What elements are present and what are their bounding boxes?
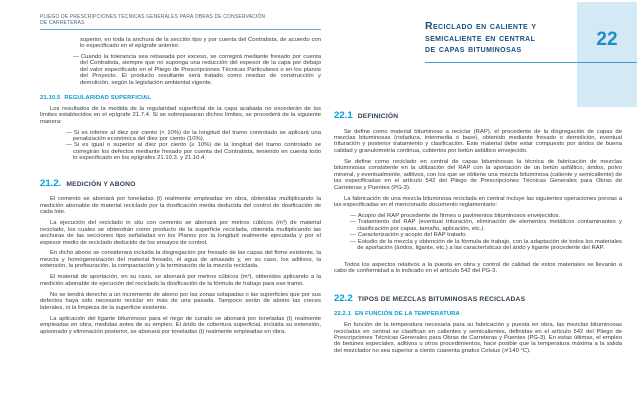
paragraph: La fabricación de una mezcla bituminosa reciclada en central incluye las siguientes operaciones previas a las especificadas en el mencionado documento reglamentario: — [334, 195, 622, 209]
paragraph: Se define como reciclado en central de capas bituminosas la técnica de fabricación de mezclas bituminosas consistente en la utilización del RAP con la aportación de un betún asfáltico, áridos, polvo mineral, y eventualmente, aditivos, con los que se obtiene una mezcla bituminosa (caliente y semicaliente) de las especificadas en el artículo 542 del Pliego de Prescripciones Técnicas Generales para Obras de Carreteras y Puentes (PG-3). — [334, 158, 622, 191]
paragraph: superior, en toda la anchura de la sección tipo y por cuenta del Contratista, de acuerdo con lo especificado en el epígrafe anterior. — [80, 36, 321, 49]
right-page — [334, 100, 622, 359]
list-item — [350, 219, 622, 232]
dash-list — [350, 212, 622, 252]
paragraph: En dicho abono se considerará incluida la disgregación por fresado de las capas del firme existente, la mezcla y homogeneización del material fresado, el agua de amasado y, en su caso, los aditivos, la extensión, la prefisuración, la compactación y la terminación de la mezcla reciclada. — [40, 250, 321, 270]
section-21-2-body — [40, 196, 321, 335]
running-header-line2: DE CARRETERAS — [40, 20, 85, 26]
list-item-text: Cuando la tolerancia sea rebasada por exceso, se corregirá mediante fresado por cuenta del Contratista, siempre que no suponga una reducción del espesor de la capa por debajo del valor especificado en el Pliego de Prescripciones Técnicas Particulares o en los planos del Proyecto. El producto resultante será tratado como residuo de construcción y demolición, según la legislación ambiental vigente. — [80, 53, 321, 86]
left-page — [40, 14, 321, 339]
section-title: DEFINICIÓN — [357, 113, 399, 120]
list-item — [66, 129, 321, 143]
section-22-1-body — [334, 129, 622, 275]
section-number: 22.2.1 — [334, 311, 351, 318]
chapter-title — [425, 21, 581, 56]
section-heading-22-2 — [334, 288, 622, 306]
list-item — [350, 238, 622, 252]
section-heading-22-2-1 — [334, 311, 622, 317]
section-number: 22.2 — [334, 292, 353, 304]
section-number: 21.10.5 — [40, 94, 61, 101]
title-rule — [425, 62, 637, 63]
dash-marker: — — [66, 129, 72, 136]
continuation-block — [73, 36, 321, 87]
section-number: 21.2. — [40, 177, 62, 189]
chapter-title-line3: de capas bituminosas — [425, 43, 522, 55]
chapter-title-line2: semicaliente en central — [425, 31, 536, 44]
paragraph: Los resultados de la medida de la regularidad superficial de la capa acabada no excederán de los límites establecidos en el epígrafe 21.7.4. Si se sobrepasaran dichos límites, se procederá de la siguiente manera: — [40, 105, 321, 125]
section-21-10-5-body — [40, 106, 321, 162]
dash-marker: — — [350, 219, 356, 226]
section-title: MEDICIÓN Y ABONO — [66, 180, 136, 188]
list-item — [73, 53, 321, 86]
section-heading-22-1 — [334, 105, 622, 123]
list-item-text: Si es inferior al diez por ciento (< 10%) de la longitud del tramo controlado se aplicará una penalización económica del diez por ciento (10%). — [73, 129, 321, 142]
list-item-text: Acopio del RAP procedente de firmes o pavimentos bituminosos envejecidos. — [357, 212, 561, 219]
dash-marker: — — [350, 232, 356, 239]
paragraph: La ejecución del reciclado in situ con cemento se abonará por metros cúbicos (m³) de material reciclado, los cuales se obtendrán como producto de la superficie reciclada, obtenida multiplicando las anchuras de las secciones tipo señaladas en los Planos por la longitud realmente ejecutada y por el espesor medio de reciclado deducido de los ensayos de control. — [40, 220, 321, 246]
chapter-title-line1: Reciclado en caliente y — [425, 20, 537, 32]
dash-marker: — — [73, 53, 79, 60]
paragraph: El material de aportación, en su caso, se abonará por metros cúbicos (m³), obtenidos aplicando a la medición abonable de ejecución del reciclado la dosificación de la fórmula de trabajo para ese tramo. — [40, 274, 321, 287]
dash-marker: — — [66, 142, 72, 149]
running-header — [40, 14, 321, 30]
dash-marker: — — [350, 212, 356, 219]
section-22-2-1-body — [334, 322, 622, 354]
chapter-number: 22 — [596, 29, 618, 50]
section-title: TIPOS DE MEZCLAS BITUMINOSAS RECICLADAS — [357, 295, 526, 303]
paragraph: Todos los aspectos relativos a la puesta en obra y control de calidad de estos materiales se llevarán a cabo de conformidad a lo indicado en el artículo 542 del PG-3. — [334, 261, 622, 275]
dash-marker: — — [350, 238, 356, 245]
list-item-text: Tratamiento del RAP (eventual trituración, eliminación de elementos metálicos contaminantes y clasificación por capas, tamaño, aplicación, etc.). — [357, 219, 622, 232]
dash-list — [66, 129, 321, 162]
paragraph: Se define como material bituminoso a reciclar (RAP), el procedente de la disgregación de capas de mezclas bituminosas (rodadura, intermedia o base), obtenido mediante fresado o demolición, eventual trituración y posterior tratamiento y clasificación. Este material debe estar compuesto por áridos de buena calidad y granulometría continua, cubiertos por betún asfáltico envejecido. — [334, 128, 622, 154]
paragraph: La aplicación del ligante bituminoso para el riego de curado se abonará por toneladas (t) realmente empleadas en obra, medidas antes de su empleo. El árido de cobertura superficial, incluida su extensión, apisonado y eliminación posterior, se abonará por toneladas (t) realmente empleadas en obra. — [40, 315, 321, 335]
section-heading-21-2 — [40, 173, 321, 191]
list-item-text: Si es igual o superior al diez por ciento (≥ 10%) de la longitud del tramo controlado se corregirán los defectos mediante fresado por cuenta del Contratista, teniendo en cuenta todo lo especificado en los epígrafes 21.10.3. y 21.10.4. — [73, 142, 321, 162]
list-item — [66, 142, 321, 162]
paragraph: En función de la temperatura necesaria para su fabricación y puesta en obra, las mezclas bituminosas recicladas en central se clasifican en calientes y semicalientes, definidas en el artículo 542 del Pliego de Prescripciones Técnicas Generales para Obras de Carreteras y Puentes (PG-3). En estas últimas, el empleo de betunes especiales, aditivos u otros procedimientos, hace posible que la temperatura máxima a la salida del mezclador no sea superior a ciento cuarenta grados Celsius (≯ 140 °C). — [334, 322, 622, 354]
list-item-text: Estudio de la mezcla y obtención de la fórmula de trabajo, con la adaptación de todos los materiales de aportación (áridos, ligante, etc.) a las características del árido y ligante procedente del RAP. — [357, 238, 622, 252]
section-heading-21-10-5 — [40, 95, 321, 101]
list-item-text: Caracterización y acopio del RAP tratado. — [357, 232, 468, 239]
section-title: EN FUNCIÓN DE LA TEMPERATURA — [354, 311, 460, 318]
chapter-band — [577, 2, 637, 107]
running-header-line1: PLIEGO DE PRESCRIPCIONES TÉCNICAS GENERALES PARA OBRAS DE CONSERVACIÓN — [40, 14, 266, 20]
paragraph: No se tendrá derecho a un incremento de abono por las zonas solapadas o las superficies que por sus defectos haya sido necesario reciclar en más de una pasada. Tampoco serán de abono las creces laterales, ni la limpieza de la superficie existente. — [40, 291, 321, 311]
paragraph: El cemento se abonará por toneladas (t) realmente empleadas en obra, obtenidas multiplicando la medición abonable de material reciclado por la dosificación media deducida del control de dosificación de cada lote. — [40, 196, 321, 216]
section-number: 22.1 — [334, 110, 353, 121]
section-title: REGULARIDAD SUPERFICIAL — [64, 94, 152, 101]
